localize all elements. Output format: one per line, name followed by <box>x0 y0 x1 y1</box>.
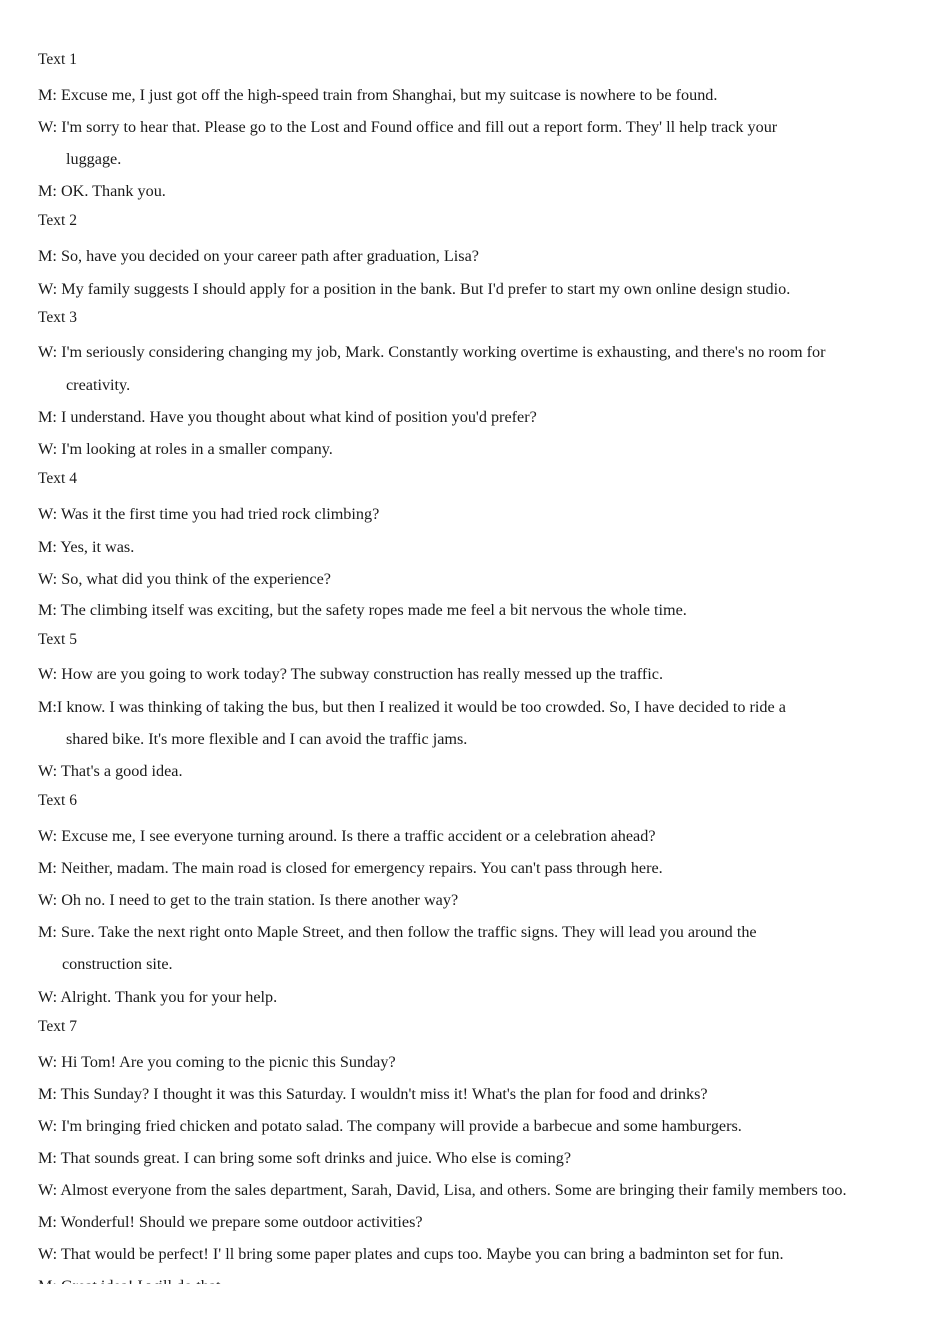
dialogue-line: W: Hi Tom! Are you coming to the picnic this Sunday? <box>38 1053 396 1071</box>
text-3-heading: Text 3 <box>38 309 77 326</box>
dialogue-line: M: OK. Thank you. <box>38 182 166 200</box>
dialogue-line: M: The climbing itself was exciting, but the safety ropes made me feel a bit nervous the whole time. <box>38 601 687 619</box>
text-4-heading: Text 4 <box>38 470 77 487</box>
text-6-heading: Text 6 <box>38 792 77 809</box>
dialogue-line-continuation: luggage. <box>66 150 122 168</box>
dialogue-line: W: I'm bringing fried chicken and potato salad. The company will provide a barbecue and some hamburgers. <box>38 1117 742 1135</box>
dialogue-line: W: Alright. Thank you for your help. <box>38 988 278 1006</box>
dialogue-line: M: I understand. Have you thought about what kind of position you'd prefer? <box>38 408 537 426</box>
dialogue-line: W: I'm looking at roles in a smaller company. <box>38 440 333 458</box>
text-7-heading: Text 7 <box>38 1018 77 1035</box>
dialogue-line: W: I'm seriously considering changing my job, Mark. Constantly working overtime is exhausting, and there's no room for <box>38 343 826 361</box>
dialogue-line: W: Almost everyone from the sales department, Sarah, David, Lisa, and others. Some are bringing their family members too. <box>38 1181 847 1199</box>
dialogue-line: W: I'm sorry to hear that. Please go to the Lost and Found office and fill out a report form. They' ll help track your <box>38 118 778 136</box>
dialogue-line: W: So, what did you think of the experience? <box>38 570 331 588</box>
dialogue-line: W: My family suggests I should apply for a position in the bank. But I'd prefer to start my own online design studio. <box>38 280 791 298</box>
dialogue-line: M: Yes, it was. <box>38 538 135 556</box>
dialogue-line: M: Neither, madam. The main road is closed for emergency repairs. You can't pass through here. <box>38 859 663 877</box>
dialogue-line: W: Excuse me, I see everyone turning around. Is there a traffic accident or a celebration ahead? <box>38 827 656 845</box>
dialogue-line: M: That sounds great. I can bring some soft drinks and juice. Who else is coming? <box>38 1149 572 1167</box>
dialogue-line: M: Excuse me, I just got off the high-speed train from Shanghai, but my suitcase is nowhere to be found. <box>38 86 718 104</box>
text-5-heading: Text 5 <box>38 631 77 648</box>
dialogue-line: M: So, have you decided on your career path after graduation, Lisa? <box>38 247 479 265</box>
page-bottom-crop <box>0 1284 950 1344</box>
dialogue-line-continuation: shared bike. It's more flexible and I can avoid the traffic jams. <box>66 730 468 748</box>
dialogue-line: M:I know. I was thinking of taking the bus, but then I realized it would be too crowded. So, I have decided to ride a <box>38 698 786 716</box>
dialogue-line-continuation: creativity. <box>66 376 131 394</box>
dialogue-line-continuation: construction site. <box>62 955 173 973</box>
text-1-heading: Text 1 <box>38 51 77 68</box>
dialogue-line: W: How are you going to work today? The subway construction has really messed up the traffic. <box>38 665 664 683</box>
dialogue-line: M: Sure. Take the next right onto Maple Street, and then follow the traffic signs. They will lead you around the <box>38 923 757 941</box>
text-2-heading: Text 2 <box>38 212 77 229</box>
dialogue-line: W: That's a good idea. <box>38 762 183 780</box>
dialogue-line: M: Wonderful! Should we prepare some outdoor activities? <box>38 1213 423 1231</box>
dialogue-line: W: Oh no. I need to get to the train station. Is there another way? <box>38 891 459 909</box>
dialogue-line: M: This Sunday? I thought it was this Saturday. I wouldn't miss it! What's the plan for food and drinks? <box>38 1085 708 1103</box>
dialogue-line: W: That would be perfect! I' ll bring some paper plates and cups too. Maybe you can bring a badminton set for fun. <box>38 1245 784 1263</box>
dialogue-line: W: Was it the first time you had tried rock climbing? <box>38 505 380 523</box>
